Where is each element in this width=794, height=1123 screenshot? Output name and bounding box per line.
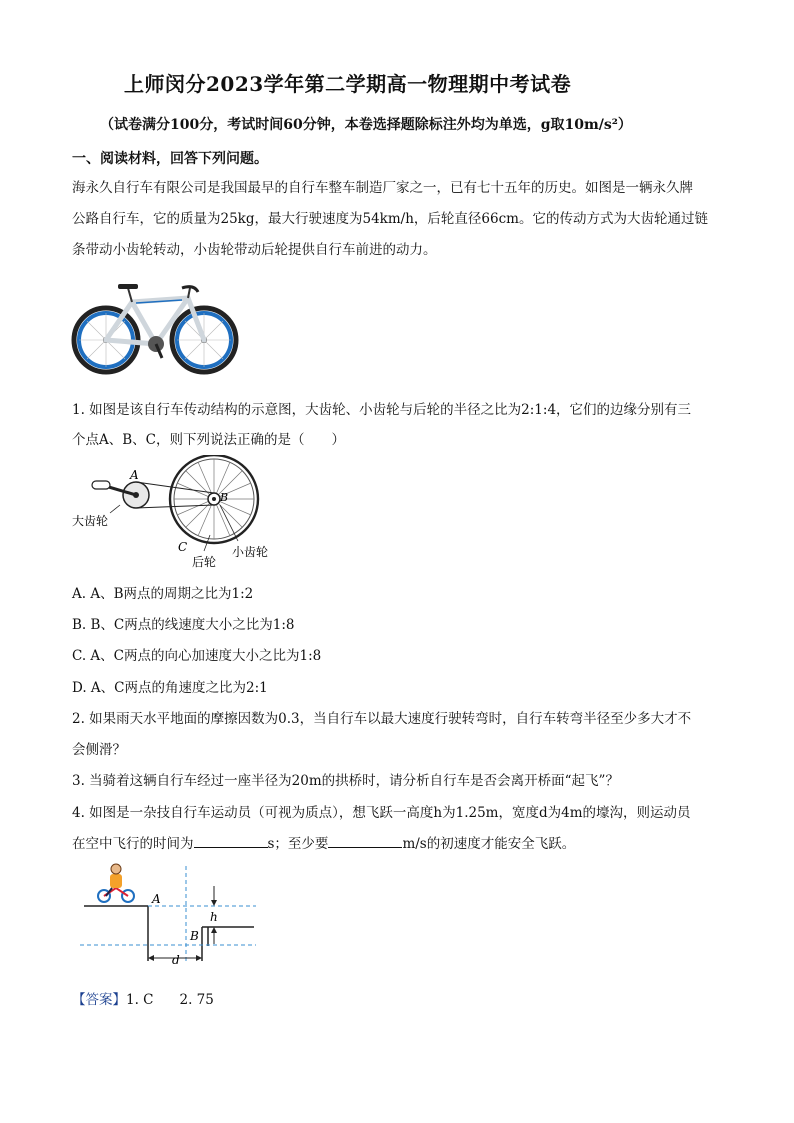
answer-tag: 【答案】 bbox=[72, 992, 126, 1008]
cyclist-icon bbox=[98, 864, 134, 902]
intro-line-2: 公路自行车，它的质量为25kg，最大行驶速度为54km/h，后轮直径66cm。它的传动方式为大齿轮通过链 bbox=[72, 211, 708, 227]
label-A: A bbox=[152, 892, 161, 906]
label-rear-wheel: 后轮 bbox=[192, 555, 217, 569]
q4-line-2 bbox=[72, 832, 575, 852]
label-B: B bbox=[190, 929, 199, 943]
label-h: h bbox=[210, 910, 218, 924]
q3-text: 3. 当骑着这辆自行车经过一座半径为20m的拱桥时，请分析自行车是否会离开桥面“起飞”？ bbox=[72, 773, 619, 789]
label-d: d bbox=[172, 953, 180, 967]
speed-answer-blank[interactable] bbox=[328, 833, 402, 848]
q4-part-c: m/s的初速度才能安全飞跃。 bbox=[402, 836, 576, 852]
label-big-gear: 大齿轮 bbox=[72, 514, 109, 528]
label-A: A bbox=[130, 468, 139, 482]
q1-option-d: D. A、C两点的角速度之比为2:1 bbox=[72, 680, 268, 696]
page-title: 上师闵分2023学年第二学期高一物理期中考试卷 bbox=[124, 72, 572, 96]
section-heading: 一、阅读材料，回答下列问题。 bbox=[72, 151, 268, 167]
intro-line-1: 海永久自行车有限公司是我国最早的自行车整车制造厂家之一，已有七十五年的历史。如图是一辆永久牌 bbox=[72, 180, 693, 196]
intro-line-3: 条带动小齿轮转动，小齿轮带动后轮提供自行车前进的动力。 bbox=[72, 242, 437, 258]
q1-option-c: C. A、C两点的向心加速度大小之比为1:8 bbox=[72, 648, 322, 664]
transmission-diagram bbox=[70, 455, 290, 573]
answer-2: 2. 75 bbox=[179, 992, 214, 1008]
q1-option-b: B. B、C两点的线速度大小之比为1:8 bbox=[72, 617, 295, 633]
answer-1: 1. C bbox=[126, 992, 154, 1008]
q2-line-1: 2. 如果雨天水平地面的摩擦因数为0.3，当自行车以最大速度行驶转弯时，自行车转弯半径至少多大才不 bbox=[72, 711, 692, 727]
q2-line-2: 会侧滑？ bbox=[72, 742, 126, 758]
ditch-jump-diagram bbox=[70, 856, 270, 974]
q1-line-1: 1. 如图是该自行车传动结构的示意图，大齿轮、小齿轮与后轮的半径之比为2:1:4，它们的边缘分别有三 bbox=[72, 402, 692, 418]
time-answer-blank[interactable] bbox=[194, 833, 268, 848]
q4-part-a: 在空中飞行的时间为 bbox=[72, 836, 194, 852]
label-B: B bbox=[220, 491, 229, 504]
q4-line-1: 4. 如图是一杂技自行车运动员（可视为质点），想飞跃一高度h为1.25m，宽度d为4m的壕沟，则运动员 bbox=[72, 805, 691, 821]
q4-part-b: s；至少要 bbox=[267, 836, 329, 852]
answer-line bbox=[72, 988, 214, 1008]
q1-line-2: 个点A、B、C，则下列说法正确的是（ ） bbox=[72, 432, 345, 448]
label-C: C bbox=[178, 540, 188, 554]
bicycle-photo bbox=[70, 272, 240, 376]
label-small-gear: 小齿轮 bbox=[232, 545, 269, 559]
q1-option-a: A. A、B两点的周期之比为1:2 bbox=[72, 586, 254, 602]
exam-subtitle: （试卷满分100分，考试时间60分钟，本卷选择题除标注外均为单选，g取10m/s²） bbox=[100, 117, 632, 133]
